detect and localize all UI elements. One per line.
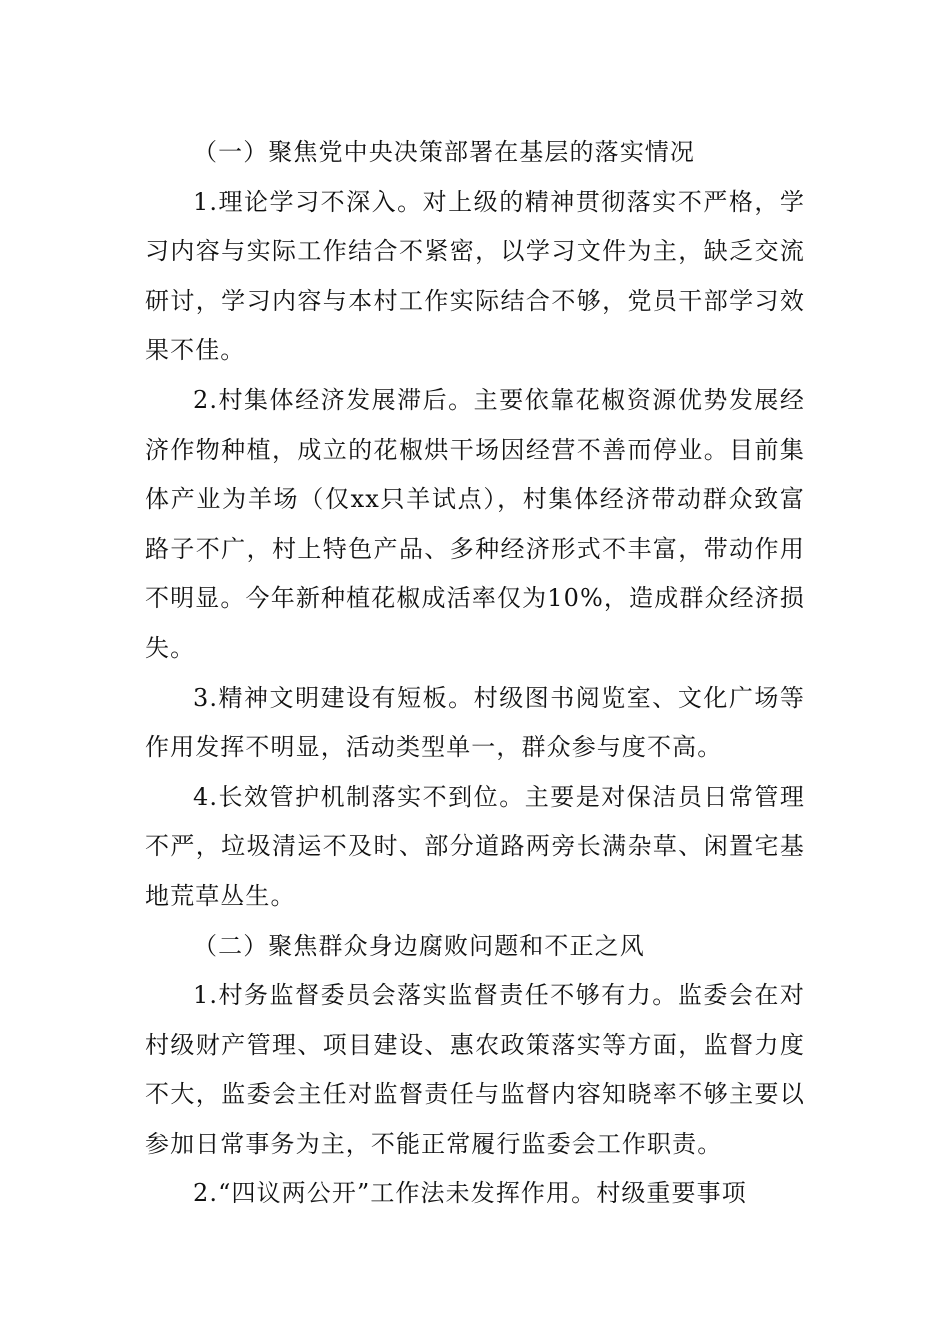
paragraph-supervision-committee: 1.村务监督委员会落实监督责任不够有力。监委会在对村级财产管理、项目建设、惠农政策落实等方面，监督力度不大，监委会主任对监督责任与监督内容知晓率不够主要以参加日常事务为主，不能正常履行监委会工作职责。 bbox=[145, 981, 805, 1158]
document-body bbox=[145, 128, 805, 1219]
paragraph-spiritual-civilization: 3.精神文明建设有短板。村级图书阅览室、文化广场等作用发挥不明显，活动类型单一，群众参与度不高。 bbox=[145, 683, 805, 762]
section-heading-2: （二）聚焦群众身边腐败问题和不正之风 bbox=[193, 931, 645, 960]
paragraph-collective-economy: 2.村集体经济发展滞后。主要依靠花椒资源优势发展经济作物种植，成立的花椒烘干场因经营不善而停业。目前集体产业为羊场（仅xx只羊试点），村集体经济带动群众致富路子不广，村上特色产品、多种经济形式不丰富，带动作用不明显。今年新种植花椒成活率仅为10%，造成群众经济损失。 bbox=[145, 385, 805, 662]
paragraph-four-discussions: 2.“四议两公开”工作法未发挥作用。村级重要事项 bbox=[193, 1179, 747, 1208]
paragraph-theory-study: 1.理论学习不深入。对上级的精神贯彻落实不严格，学习内容与实际工作结合不紧密，以学习文件为主，缺乏交流研讨，学习内容与本村工作实际结合不够，党员干部学习效果不佳。 bbox=[145, 187, 805, 365]
section-heading-1: （一）聚焦党中央决策部署在基层的落实情况 bbox=[193, 138, 695, 166]
paragraph-maintenance-mechanism: 4.长效管护机制落实不到位。主要是对保洁员日常管理不严，垃圾清运不及时、部分道路两旁长满杂草、闲置宅基地荒草丛生。 bbox=[145, 782, 805, 910]
